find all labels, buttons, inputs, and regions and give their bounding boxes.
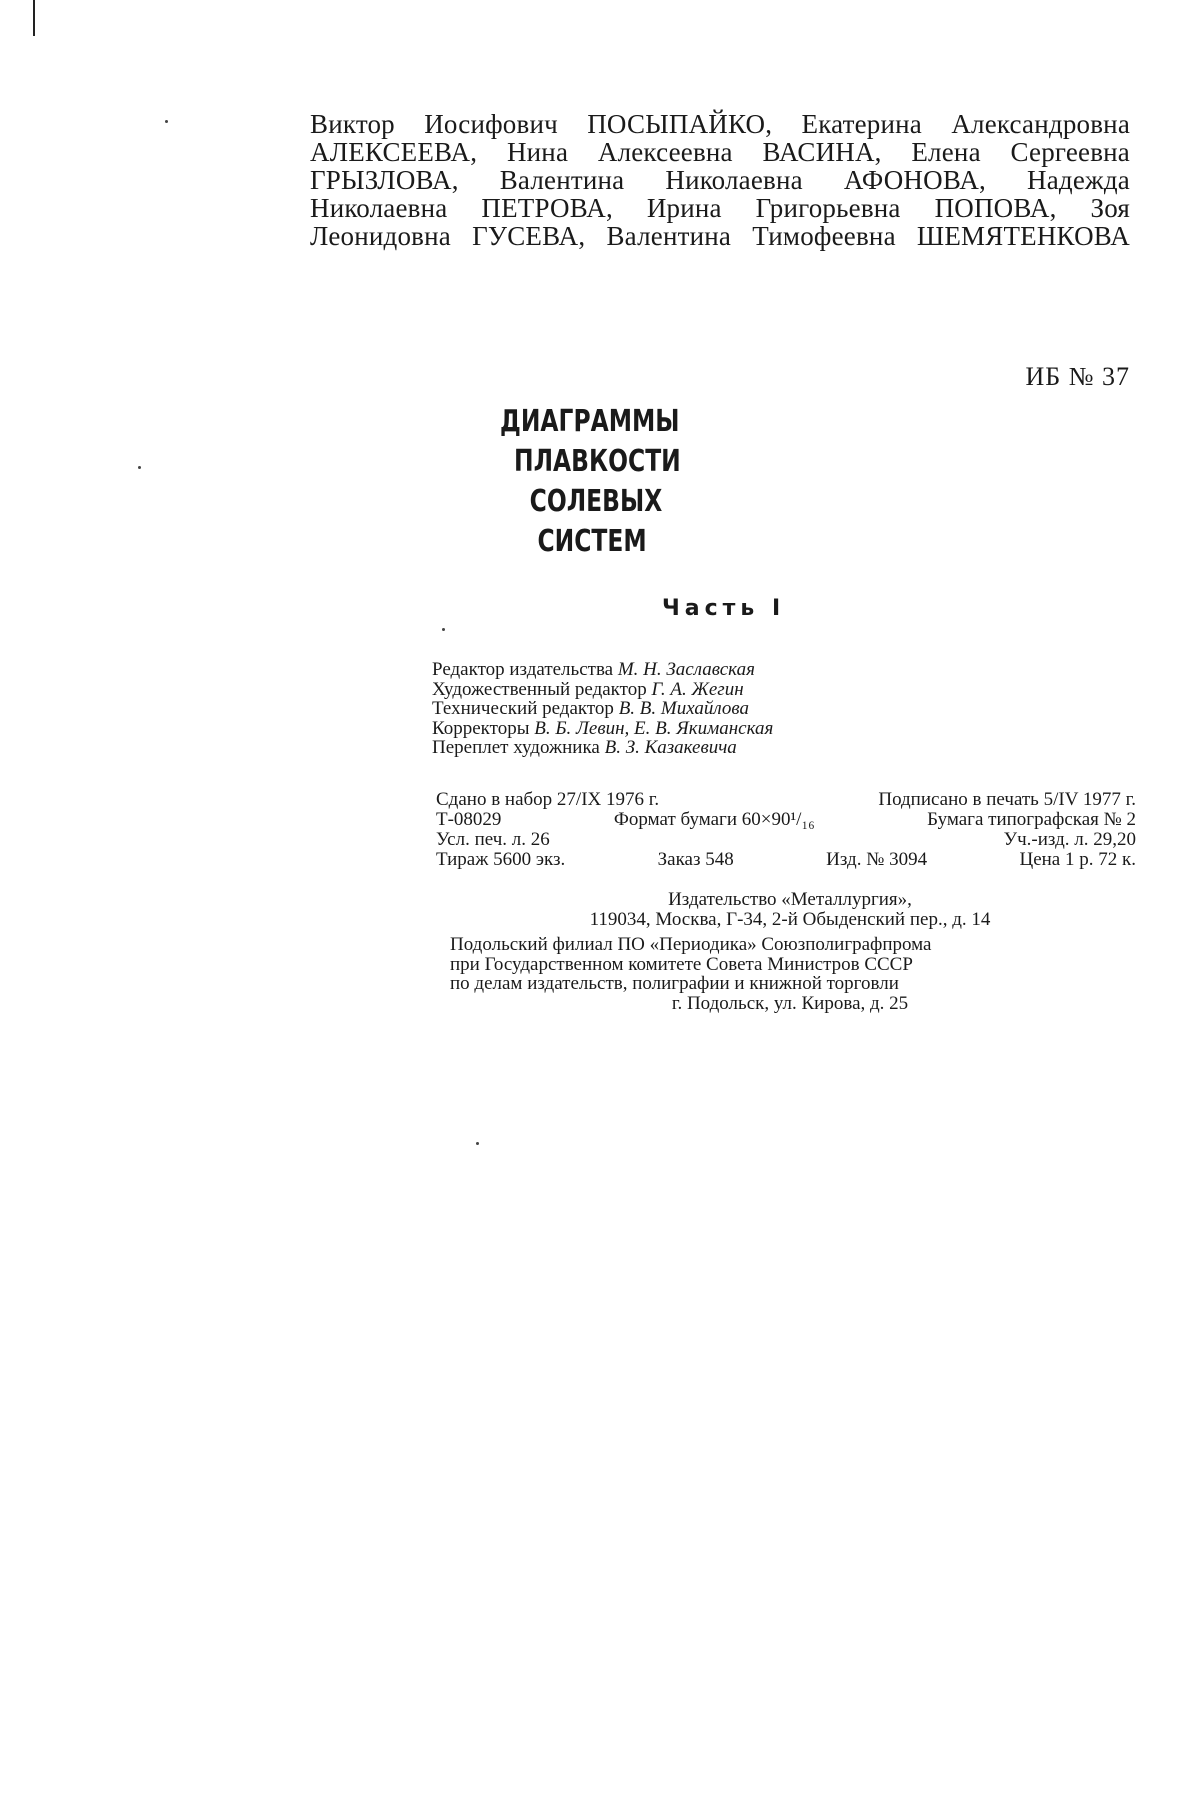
price: Цена 1 р. 72 к. (1019, 849, 1136, 870)
scan-speck (138, 466, 141, 469)
print-sheets: Усл. печ. л. 26 (436, 829, 550, 850)
credit-name: М. Н. Заславская (617, 659, 755, 680)
title-line: ДИАГРАММЫ (500, 404, 680, 439)
print-info-row (436, 830, 1136, 850)
printer-line: Подольский филиал ПО «Периодика» Союзполиграфпрома (450, 934, 932, 955)
print-info-row (436, 850, 1136, 870)
credit-role: Корректоры (432, 717, 530, 739)
credit-row (432, 660, 773, 680)
credit-role: Технический редактор (432, 698, 614, 719)
authors-line: Виктор Иосифович ПОСЫПАЙКО, Екатерина Александровна (310, 109, 1130, 139)
part-label: Часть I (662, 596, 786, 621)
print-info-block (436, 790, 1136, 870)
title-line: ПЛАВКОСТИ (514, 444, 681, 479)
credit-name: В. В. Михайлова (618, 698, 750, 719)
credit-row (432, 738, 773, 758)
authors-block (310, 110, 1130, 250)
title-line: СОЛЕВЫХ (529, 484, 663, 519)
print-info-row (436, 810, 1136, 830)
credit-row (432, 680, 773, 700)
authors-line: Николаевна ПЕТРОВА, Ирина Григорьевна ПОПОВА, Зоя (310, 193, 1130, 223)
order-number: Заказ 548 (657, 849, 734, 870)
paper-format: Формат бумаги 60×90¹/₁₆ (613, 809, 815, 830)
credit-role: Художественный редактор (432, 678, 647, 700)
credit-name: Г. А. Жегин (651, 678, 744, 700)
scan-speck (476, 1142, 479, 1145)
credit-role: Редактор издательства (432, 659, 614, 680)
print-run: Тираж 5600 экз. (436, 849, 566, 870)
title-line: СИСТЕМ (537, 524, 647, 559)
printer-line: по делам издательств, полиграфии и книжной торговли (450, 973, 899, 994)
print-info-row (436, 790, 1136, 810)
credit-row (432, 699, 773, 719)
authors-line: ГРЫЗЛОВА, Валентина Николаевна АФОНОВА, Надежда (310, 165, 1130, 195)
publisher-sheets: Уч.-изд. л. 29,20 (1003, 829, 1136, 850)
scan-speck (442, 628, 445, 631)
printer-line: при Государственном комитете Совета Министров СССР (450, 953, 913, 975)
scan-speck (165, 120, 168, 123)
publisher-name: Издательство «Металлургия», (668, 889, 912, 910)
page-edge-mark (33, 0, 35, 36)
edition-number: Изд. № 3094 (826, 849, 928, 870)
publisher-block (450, 890, 1130, 1013)
printer-address: г. Подольск, ул. Кирова, д. 25 (671, 992, 909, 1014)
typeset-date: Сдано в набор 27/IX 1976 г. (436, 789, 660, 810)
credit-name: В. Б. Левин, Е. В. Якиманская (534, 717, 774, 739)
authors-line: Леонидовна ГУСЕВА, Валентина Тимофеевна ШЕМЯТЕНКОВА (310, 221, 1130, 251)
credit-name: В. З. Казакевича (604, 737, 737, 758)
publisher-address: 119034, Москва, Г-34, 2-й Обыденский пер., д. 14 (589, 908, 991, 930)
book-title (500, 402, 734, 562)
ib-number: ИБ № 37 (1025, 362, 1130, 391)
license-number: Т-08029 (436, 809, 502, 830)
signed-date: Подписано в печать 5/IV 1977 г. (878, 789, 1136, 810)
credit-role: Переплет художника (432, 737, 600, 758)
paper-type: Бумага типографская № 2 (927, 809, 1136, 830)
credits-block (432, 660, 773, 758)
credit-row (432, 719, 773, 739)
authors-line: АЛЕКСЕЕВА, Нина Алексеевна ВАСИНА, Елена Сергеевна (310, 137, 1130, 167)
